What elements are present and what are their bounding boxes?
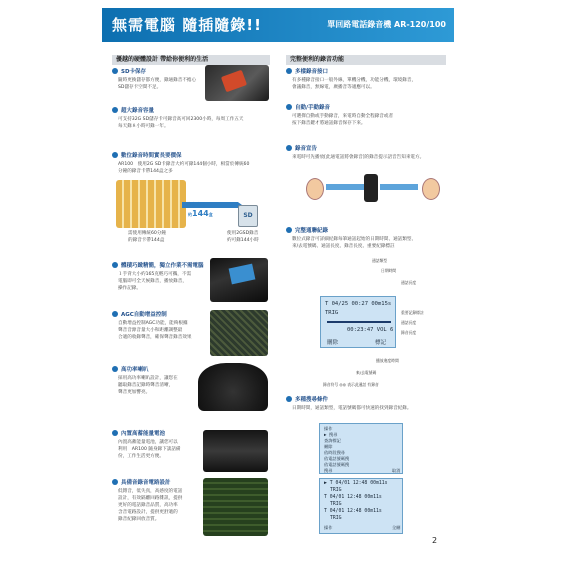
callout-call-length: 通話長度 <box>401 280 417 285</box>
slogan: 無需電腦 隨插隨錄!! <box>112 16 262 34</box>
lcd-row-trig: TRIG <box>325 310 339 316</box>
menu-item: 依電話號碼搜 <box>324 456 350 461</box>
list-row: TRIG <box>330 502 342 507</box>
lcd-row-datetime: T 04/25 00:27 00m15s <box>325 301 392 307</box>
menu-item: 刪除 <box>324 444 333 449</box>
circuit-text: 低雜音，低失真，高感度的電話 設計，有效隔離回路雜訊，提供 更好的電話錄音品質，高功率 含音電路設計，提供更舒適的 錄音紀錄回放音質。 <box>118 489 183 522</box>
capacity-title: 超大錄音容量 <box>112 107 154 115</box>
menu-item: 查詢標記 <box>324 438 341 443</box>
speaker-text: 採用高功率喇叭設計，讓您在 聽取錄音記錄時聲音清晰， 聲音更加響亮。 <box>118 376 178 395</box>
list-row: T 04/01 12:48 00m11s <box>324 509 382 514</box>
list-row: T 04/01 12:48 00m11s <box>324 495 382 500</box>
lcd-btn-mark: 標記 <box>375 340 387 346</box>
menu-btn-search: 搜尋 <box>324 468 333 473</box>
receiver-icon <box>422 178 440 200</box>
callout-rec-length: 錄音長度 <box>401 330 417 335</box>
callout-rec-symbol: 錄音符号 ◎◎ 表示此通話 有錄音 <box>323 382 379 387</box>
tape-caption: 需使用傳統60分鐘 的錄音卡帶144盒 <box>128 231 167 243</box>
lcd-search-list <box>319 478 403 534</box>
multi-text: 有多種錄音接口一般外線，單機分機，功能分機，環境錄音， 會議錄音，無線電，廣播音等適應可以。 <box>292 78 417 90</box>
battery-photo <box>203 430 268 472</box>
mini-title: 體積巧緻精簡，獨立作業不需電腦 <box>112 262 204 270</box>
left-section-title: 優越的硬體設計 帶給你便利的生活 <box>112 55 270 65</box>
bullet-icon <box>286 104 292 110</box>
callout-call-length-2: 通話長度 <box>401 320 417 325</box>
bullet-icon <box>112 152 118 158</box>
lcd-btn-delete: 刪除 <box>327 340 339 346</box>
search-title: 多種搜尋條件 <box>286 396 328 404</box>
auto-text: 可選擇自動或手動錄音，來電時自動全程錄音或者 按下錄音鍵才將通話錄音保存下來。 <box>292 114 394 126</box>
search-text: 日期時間，通話類型，電話號碼都可快速的找到錄音紀錄。 <box>292 406 412 411</box>
list-row: ▶ T 04/01 12:48 00m11s <box>324 481 388 486</box>
page-header <box>102 8 454 42</box>
battery-text: 內置高蓄能量電池，讓您可以 利用 AR100 隨身錄下談話備 份，工作生活更方便。 <box>118 440 181 459</box>
beep-title: 錄音宣告 <box>286 145 317 153</box>
caller-icon <box>306 178 324 200</box>
arrow-icon <box>380 184 418 190</box>
multi-title: 多樣錄音接口 <box>286 68 328 76</box>
mini-text: １手背大小約165克輕巧可攜，不需 電腦即可全天候錄音，播放錄音， 操作記錄。 <box>118 272 192 291</box>
circuit-title: 具備音錄音電路設計 <box>112 479 171 487</box>
sd-caption: 使用2GSD錄音 約可錄144小時 <box>227 231 259 243</box>
record-text: 數位式錄音可詳細紀錄每筆通話起始的日期時間、通話類型、 來/去電號碼、通話長度、錄音長度、重要紀錄標註 <box>292 237 417 249</box>
callout-call-type: 通話類型 <box>372 258 388 263</box>
callout-datetime: 日期時間 <box>381 268 397 273</box>
callout-number: 來/去電號碼 <box>356 370 377 375</box>
bullet-icon <box>112 479 118 485</box>
tape-label: 錄音時間 <box>187 203 205 208</box>
bullet-icon <box>286 145 292 151</box>
menu-item: 依電話號碼搜 <box>324 462 350 467</box>
arrow-icon <box>326 184 364 190</box>
bullet-icon <box>286 227 292 233</box>
sd-card-icon: SD <box>238 205 258 227</box>
beep-text: 來電時可先播放[此通電話將會錄音]的錄音提示語音告知來電方。 <box>292 155 425 160</box>
sd-title: SD卡保存 <box>112 68 146 76</box>
circuit-photo <box>210 310 268 356</box>
tape-boxes-photo <box>116 180 186 228</box>
battery-title: 內置高蓄能量電池 <box>112 430 165 438</box>
bullet-icon <box>112 68 118 74</box>
calc-title: 數位錄音時間實長要價保 <box>112 152 182 160</box>
list-btn-operate: 操作 <box>324 525 333 530</box>
sd-text: 隨時更換儲存都方便，錄通錄音不擔心 SD儲存卡空間不足。 <box>118 78 197 90</box>
capacity-text: 可支持32G SD儲存卡可錄音高可回2300小時，每周工作五天 每天錄８小時可錄一年。 <box>118 117 244 129</box>
lcd-row-time: 00:23:47 VOL 6 <box>347 327 394 333</box>
menu-item: 依時段搜尋 <box>324 450 345 455</box>
sd-card-photo <box>205 65 269 101</box>
progress-bar <box>327 321 391 323</box>
list-btn-delete-all: 全刪 <box>392 525 401 530</box>
bullet-icon <box>112 262 118 268</box>
bullet-icon <box>112 430 118 436</box>
bullet-icon <box>112 366 118 372</box>
page-number: 2 <box>432 536 438 545</box>
menu-btn-cancel: 取消 <box>392 468 401 473</box>
calc-text: AR100 使用2G SD卡錄音大約可錄144個小時，相當於傳統60 分鐘的錄音卡帶144盒之多 <box>118 162 250 174</box>
callout-mark: 重要記錄標註 <box>401 310 424 315</box>
agc-title: AGC自動增益控制 <box>112 311 167 319</box>
lcd-record-screen <box>320 296 396 348</box>
bullet-icon <box>286 68 292 74</box>
recorder-icon <box>364 174 378 202</box>
device-photo <box>210 258 268 302</box>
agc-text: 自動增益控制AGC功能，能夠根據 聲音音源音量大小和距離調整最 合適的收錄聲音，確保聲音錄音效果 <box>118 321 192 340</box>
bullet-icon <box>112 107 118 113</box>
bullet-icon <box>112 311 118 317</box>
speaker-photo <box>198 363 268 411</box>
list-row: TRIG <box>330 488 342 493</box>
right-section-title: 完整便利的錄音功能 <box>286 55 446 65</box>
model-title: 單回路電話錄音機 AR-120/100 <box>327 20 446 29</box>
menu-header: 操作 <box>324 426 333 431</box>
record-title: 完整通聯紀錄 <box>286 227 328 235</box>
callout-progress: 播放進度時間 <box>376 358 399 363</box>
beep-illustration <box>300 172 450 204</box>
tape-count: 約144盒 <box>188 209 213 218</box>
speaker-title: 高功率喇叭 <box>112 366 149 374</box>
bullet-icon <box>286 396 292 402</box>
list-row: TRIG <box>330 516 342 521</box>
pcb-photo <box>203 478 268 536</box>
menu-item: ▶ 搜尋 <box>324 432 338 437</box>
lcd-search-menu <box>319 423 403 474</box>
auto-title: 自動/手動錄音 <box>286 104 330 112</box>
